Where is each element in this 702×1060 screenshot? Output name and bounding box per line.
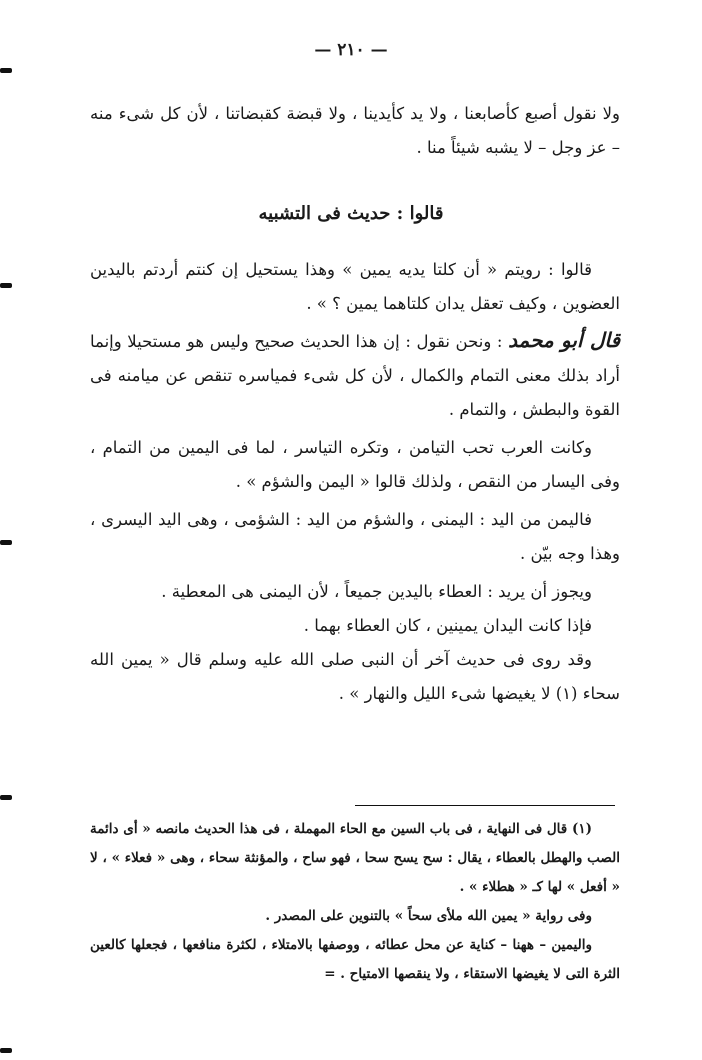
footnote-1: (١) قال فى النهاية ، فى باب السين مع الحاء المهملة ، فى هذا الحديث مانصه « أى دائمة الصب والهطل بالعطاء ، يقال : سح يسح سحا ، فهو ساح ، والمؤنثة سحاء ، وهى « فعلاء » ، لا « أفعل » لها كـ « هطلاء » . xyxy=(90,821,620,895)
intro-text: ولا نقول أصبع كأصابعنا ، ولا يد كأيدينا ، ولا قبضة كقبضاتنا ، لأن كل شىء منه – عز وجل – لا يشبه شيئاً منا . xyxy=(90,104,620,157)
reply-text: : ونحن نقول : إن هذا الحديث صحيح وليس هو مستحيلا وإنما أراد بذلك معنى التمام والكمال ، لأن كل شىء فمياسره تنقص عن ميامنه فى القوة والبطش ، والتمام . xyxy=(90,332,620,419)
page-edge-mark xyxy=(0,283,12,288)
footnote-3: واليمين – ههنا – كناية عن محل عطائه ، ووصفها بالامتلاء ، لكثرة منافعها ، فجعلها كالعين الثرة التى لا يغيضها الاستقاء ، ولا ينقصها الامتياح . = xyxy=(90,937,620,982)
page-edge-mark xyxy=(0,1048,12,1053)
main-text xyxy=(90,253,620,711)
page-edge-mark xyxy=(0,540,12,545)
hadith-paragraph: وقد روى فى حديث آخر أن النبى صلى الله عليه وسلم قال « يمين الله سحاء (١) لا يغيضها شىء الليل والنهار » . xyxy=(90,650,620,703)
page-edge-mark xyxy=(0,68,12,73)
footnote-2: وفى رواية « يمين الله ملأى سحاً » بالتنوين على المصدر . xyxy=(265,908,592,924)
hands-paragraph: فاليمن من اليد : اليمنى ، والشؤم من اليد : الشؤمى ، وهى اليد اليسرى ، وهذا وجه بيّن . xyxy=(90,510,620,563)
footnotes xyxy=(90,815,620,989)
reply-paragraph xyxy=(90,323,620,427)
page-edge-mark xyxy=(0,795,12,800)
author-name: قال أبو محمد xyxy=(508,328,621,352)
giving-paragraph: ويجوز أن يريد : العطاء باليدين جميعاً ، لأن اليمنى هى المعطية . xyxy=(161,582,592,601)
both-paragraph: فإذا كانت اليدان يمينين ، كان العطاء بهما . xyxy=(303,616,592,635)
arabs-paragraph: وكانت العرب تحب التيامن ، وتكره التياسر ، لما فى اليمين من التمام ، وفى اليسار من النقص ، ولذلك قالوا « اليمن والشؤم » . xyxy=(90,438,620,491)
intro-paragraph xyxy=(90,97,620,165)
page-number: — ٢١٠ — xyxy=(314,40,388,60)
section-heading: قالوا : حديث فى التشبيه xyxy=(258,203,444,224)
footnote-divider xyxy=(355,805,615,806)
claim-paragraph: قالوا : رويتم « أن كلتا يديه يمين » وهذا يستحيل إن كنتم أردتم باليدين العضوين ، وكيف تعقل يدان كلتاهما يمين ؟ » . xyxy=(90,260,620,313)
